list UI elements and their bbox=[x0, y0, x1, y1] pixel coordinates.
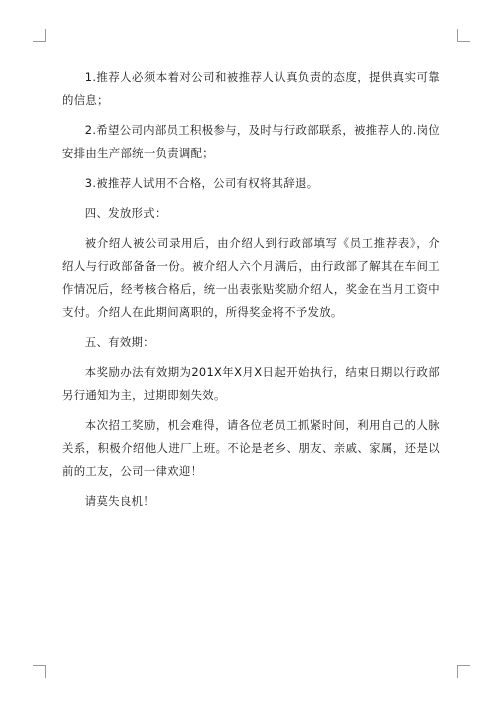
rule-item-1: 1.推荐人必须本着对公司和被推荐人认真负责的态度，提供真实可靠的信息； bbox=[62, 70, 440, 107]
distribution-paragraph: 被介绍人被公司录用后，由介绍人到行政部填写《员工推荐表》，介绍人与行政部备备一份。被介绍人六个月满后，由行政部了解其在车间工作情况后，经考核合格后，统一出表张贴奖励介绍人，奖金在当月工资中支付。介绍人在此期间离职的，所得奖金将不予发放。 bbox=[62, 236, 440, 319]
crop-mark-top-left bbox=[33, 29, 46, 42]
validity-paragraph: 本奖励办法有效期为201X年X月X日起开始执行，结束日期以行政部另行通知为主，过期即刻失效。 bbox=[62, 365, 440, 402]
crop-mark-bottom-left bbox=[33, 665, 46, 678]
document-body bbox=[62, 66, 440, 520]
closing-line: 请莫失良机！ bbox=[84, 494, 155, 508]
crop-mark-top-right bbox=[457, 29, 470, 42]
rule-item-2: 2.希望公司内部员工积极参与，及时与行政部联系，被推荐人的.岗位安排由生产部统一负责调配； bbox=[62, 123, 440, 160]
section-heading-distribution: 四、发放形式： bbox=[84, 206, 167, 220]
closing-paragraph: 本次招工奖励，机会难得，请各位老员工抓紧时间，利用自己的人脉关系，积极介绍他人进厂上班。不论是老乡、朋友、亲戚、家属，还是以前的工友，公司一律欢迎！ bbox=[62, 418, 440, 478]
crop-mark-bottom-right bbox=[457, 665, 470, 678]
section-heading-validity: 五、有效期： bbox=[84, 335, 155, 349]
rule-item-3: 3.被推荐人试用不合格，公司有权将其辞退。 bbox=[84, 176, 319, 190]
